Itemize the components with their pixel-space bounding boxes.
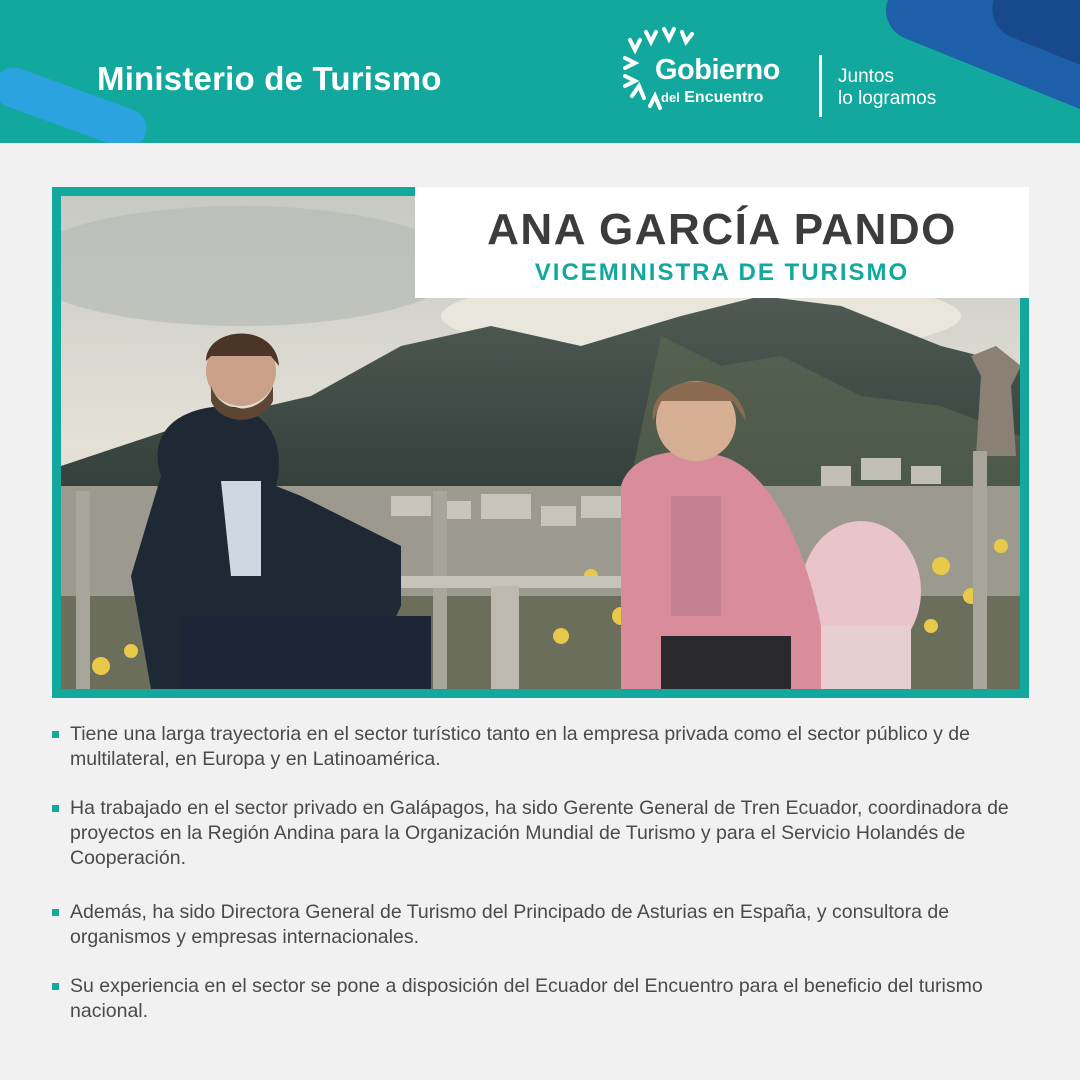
person-role: VICEMINISTRA DE TURISMO xyxy=(534,259,910,286)
logo-divider xyxy=(819,55,822,117)
logo-wordmark: Gobierno xyxy=(655,54,780,86)
logo-subtitle: del Encuentro xyxy=(661,89,764,106)
person-name: ANA GARCÍA PANDO xyxy=(487,205,957,254)
ministry-title: Ministerio de Turismo xyxy=(97,60,442,97)
bullet-square-icon xyxy=(52,983,59,990)
list-item: Su experiencia en el sector se pone a disposición del Ecuador del Encuentro para el beneficio del turismo nacional. xyxy=(50,974,1040,1024)
name-card xyxy=(415,187,1029,298)
bullet-square-icon xyxy=(52,805,59,812)
list-item: Además, ha sido Directora General de Turismo del Principado de Asturias en España, y consultora de organismos y empresas internacionales. xyxy=(50,900,1040,950)
list-item: Ha trabajado en el sector privado en Galápagos, ha sido Gerente General de Tren Ecuador, coordinadora de proyectos en la Región Andina para la Organización Mundial de Turismo y para el Servicio Holandés de Cooperación. xyxy=(50,796,1040,871)
slogan: Juntos lo logramos xyxy=(838,66,937,109)
bullet-square-icon xyxy=(52,909,59,916)
bullet-square-icon xyxy=(52,731,59,738)
header-banner xyxy=(0,0,1080,143)
list-item: Tiene una larga trayectoria en el sector turístico tanto en la empresa privada como el sector público y de multilateral, en Europa y en Latinoamérica. xyxy=(50,722,1040,772)
